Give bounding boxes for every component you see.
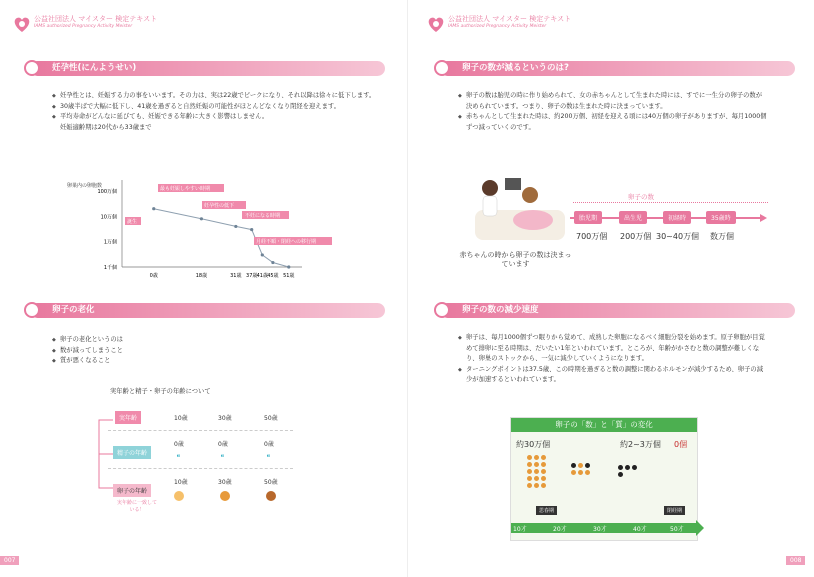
diagram-title: 実年齢と精子・卵子の年齢について xyxy=(110,388,211,395)
heart-logo-icon xyxy=(12,14,32,34)
y-tick-label: 1千個 xyxy=(103,265,117,271)
cell: 0歳 xyxy=(264,441,274,448)
page-divider xyxy=(407,0,408,577)
count-label: 0個 xyxy=(674,440,688,449)
age-tick: 50才 xyxy=(670,526,684,533)
egg-note: 実年齢に一致している！ xyxy=(116,500,157,513)
bracket-arrow xyxy=(95,416,115,492)
cell: 50歳 xyxy=(264,415,278,422)
panel-title: 卵子の「数」と「質」の変化 xyxy=(511,418,697,432)
timeline-stage: 35歳時 xyxy=(706,211,736,224)
heart-logo-icon xyxy=(426,14,446,34)
egg-dots-30 xyxy=(571,463,595,475)
section-banner xyxy=(30,61,385,76)
egg-icon xyxy=(174,491,184,501)
egg-dots-10 xyxy=(527,455,551,488)
y-tick-label: 1万個 xyxy=(103,239,117,246)
bullet-item: ◆ 卵子の数は胎児の時に作り始められて、女の赤ちゃんとして生まれた時には、すでに一生分の卵子の数が 決められています。つまり、卵子の数は生まれた時に決まっています。 xyxy=(458,91,768,112)
y-ticks xyxy=(97,188,117,271)
section-body xyxy=(458,91,768,133)
x-tick-label: 18歳 xyxy=(195,273,208,279)
bullet-item: ◆ ターニングポイントは37.5歳、この時期を過ぎると数の調整に関わるホルモンが減少するため、卵子の減少が加速するといわれています。 xyxy=(458,365,768,386)
sperm-icon: ⁌ xyxy=(266,452,271,462)
timeline-stage: 初経時 xyxy=(663,211,691,224)
illustration-caption: 赤ちゃんの時から卵子の数は決まっています xyxy=(459,251,572,268)
cell: 30歳 xyxy=(218,415,232,422)
x-tick-label: 41歳 xyxy=(256,273,268,279)
section-body xyxy=(52,91,377,133)
timeline-value: 200万個 xyxy=(620,232,652,241)
phase-label: 閉経期 xyxy=(664,506,685,515)
section-title: 妊孕性(にんようせい) xyxy=(52,63,137,73)
egg-icon xyxy=(266,491,276,501)
timeline-value: 30~40万個 xyxy=(656,232,700,241)
section-banner xyxy=(440,61,795,76)
row-label-egg-age: 卵子の年齢 xyxy=(113,484,151,497)
data-point xyxy=(234,225,237,228)
cell: 50歳 xyxy=(264,479,278,486)
x-ticks xyxy=(150,272,295,279)
section-banner xyxy=(440,303,795,318)
bullet-item: ◆ 30歳半ばで大幅に低下し、41歳を過ぎると自然妊娠の可能性がほとんどなくなり閉経を迎えます。 xyxy=(52,102,377,113)
bullet-item: ◆ 卵子の老化というのは xyxy=(52,335,252,346)
note-text: 妊娠適齢期は20代から33歳まで xyxy=(60,123,152,131)
annotation-decline: 妊孕性の低下 xyxy=(204,203,235,209)
header-title: 公益社団法人 マイスター 検定テキスト xyxy=(448,15,572,23)
page-number: 007 xyxy=(0,556,19,565)
header-subtitle: IAMS authorized Pregnancy Activity Meister xyxy=(448,24,547,29)
age-tick: 20才 xyxy=(553,526,567,533)
section-body xyxy=(458,333,768,386)
annotation-infertile: 不妊になる時期 xyxy=(245,213,281,219)
row-label-real-age: 実年齢 xyxy=(115,411,141,424)
page-number: 008 xyxy=(786,556,805,565)
banner-bullet-icon xyxy=(24,60,40,76)
banner-bullet-icon xyxy=(24,302,40,318)
row-label-sperm-age: 精子の年齢 xyxy=(113,446,151,459)
arrow-head-icon xyxy=(760,214,767,222)
header-subtitle: IAMS authorized Pregnancy Activity Meister xyxy=(34,24,133,29)
follicle-chart xyxy=(62,175,347,285)
banner-bullet-icon xyxy=(434,60,450,76)
cell: 10歳 xyxy=(174,415,188,422)
banner-bullet-icon xyxy=(434,302,450,318)
mother-doctor-illustration xyxy=(465,170,570,245)
timeline-stage: 胎児期 xyxy=(574,211,602,224)
section-title: 卵子の老化 xyxy=(52,305,95,315)
egg-icon xyxy=(220,491,230,501)
x-tick-label: 45歳 xyxy=(267,273,279,279)
count-label: 約30万個 xyxy=(516,440,551,449)
x-tick-label: 0歳 xyxy=(149,273,158,279)
age-tick: 30才 xyxy=(593,526,607,533)
bullet-item: ◆ 平均寿命がどんなに延びても、妊娠できる年齢に大きく影響はしません。 xyxy=(52,112,377,123)
section-title: 卵子の数の減少速度 xyxy=(462,305,539,315)
x-tick-label: 37歳 xyxy=(246,273,258,279)
section-banner xyxy=(30,303,385,318)
divider xyxy=(108,468,293,469)
bullet-item: ◆ 数が減ってしまうこと xyxy=(52,346,252,357)
data-point xyxy=(287,265,290,268)
cell: 30歳 xyxy=(218,479,232,486)
sperm-icon: ⁌ xyxy=(220,452,225,462)
cell: 0歳 xyxy=(218,441,228,448)
data-point xyxy=(200,217,203,220)
timeline-line xyxy=(573,202,768,203)
bullet-item: ◆ 卵子は、毎月1000個ずつ眠りから覚めて、成熟した卵胞になるべく細胞分裂を始めます。原子卵胞が目覚めて排卵に至る時期は、だいたい1年といわれています。ところが、年齢がかさむと数の調整が難しくなり、卵巣のストックから、一気に減少していくようになります。 xyxy=(458,333,768,365)
y-tick-label: 10万個 xyxy=(100,214,117,221)
phase-label: 思春期 xyxy=(536,506,557,515)
data-point xyxy=(261,253,264,256)
bullet-item: ◆ 質が悪くなること xyxy=(52,356,252,367)
age-tick: 40才 xyxy=(633,526,647,533)
count-label: 約2~3万個 xyxy=(620,440,661,449)
sperm-icon: ⁌ xyxy=(176,452,181,462)
cell: 0歳 xyxy=(174,441,184,448)
y-axis-label: 卵巣内の卵胞数 xyxy=(67,183,103,189)
data-point xyxy=(250,228,253,231)
data-point xyxy=(152,207,155,210)
divider xyxy=(108,430,293,431)
bullet-item: ◆ 赤ちゃんとして生まれた時は、約200万個、初経を迎える頃には40万個の卵子がありますが、毎月1000個ずつ減っていくのです。 xyxy=(458,112,768,133)
x-tick-label: 31歳 xyxy=(230,273,242,279)
bullet-item: ◆ 妊孕性とは、妊娠する力の事をいいます。その力は、実は22歳でピークになり、それ以降は徐々に低下します。 xyxy=(52,91,377,102)
timeline-stage: 出生児 xyxy=(619,211,647,224)
header-title: 公益社団法人 マイスター 検定テキスト xyxy=(34,15,158,23)
section-title: 卵子の数が減るというのは? xyxy=(462,63,569,73)
age-tick: 10才 xyxy=(513,526,527,533)
x-tick-label: 51歳 xyxy=(283,273,295,279)
section-body xyxy=(52,335,252,367)
y-tick-label: 100万個 xyxy=(97,189,117,195)
timeline-value: 700万個 xyxy=(576,232,608,241)
timeline-value: 数万個 xyxy=(710,232,734,241)
timeline-title: 卵子の数 xyxy=(628,193,654,201)
cell: 10歳 xyxy=(174,479,188,486)
data-point xyxy=(271,261,274,264)
annotation-menopause: 月経不順・閉経への移行期 xyxy=(256,239,317,245)
egg-dots-40 xyxy=(618,465,642,477)
annotation-peak: 最も妊娠しやすい時期 xyxy=(160,186,211,192)
axis-arrow-icon xyxy=(696,520,704,536)
annotation-birth: 誕生 xyxy=(127,219,138,225)
